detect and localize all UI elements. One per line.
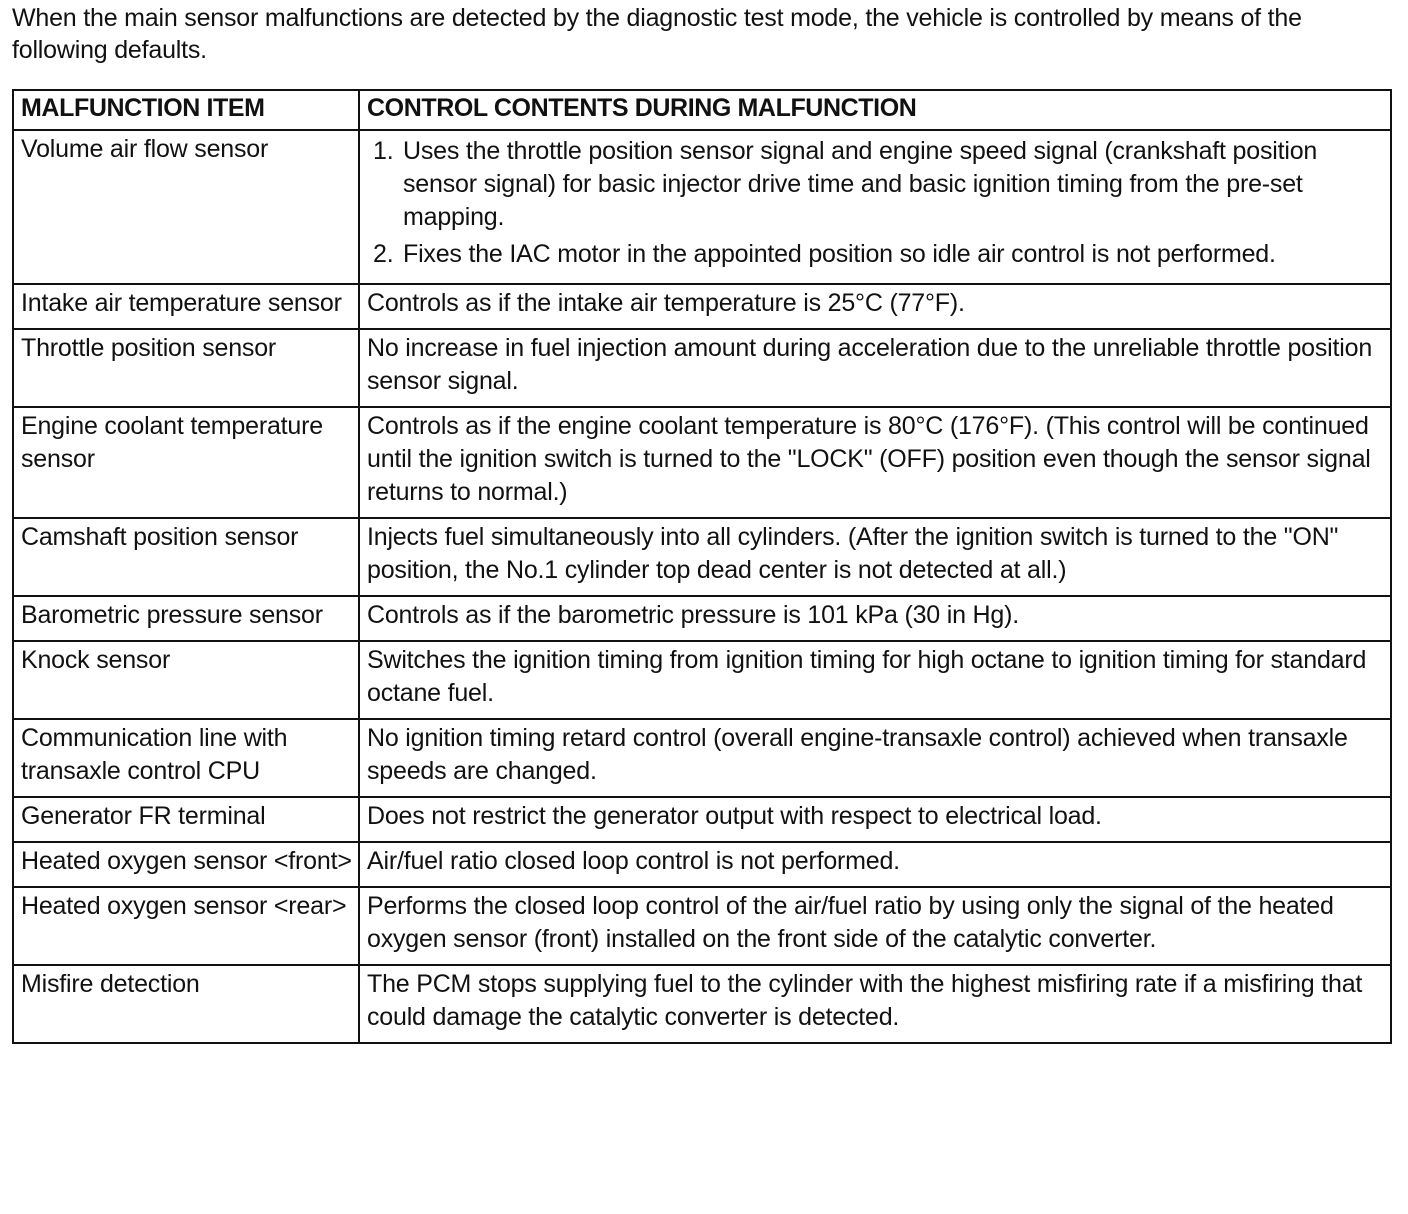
malfunction-item-cell: Generator FR terminal — [13, 797, 359, 842]
control-contents-cell: Controls as if the engine coolant temperature is 80°C (176°F). (This control will be continued until the ignition switch is turned to the "LOCK" (OFF) position even though the sensor signal returns to normal.) — [359, 407, 1391, 518]
control-contents-cell: Air/fuel ratio closed loop control is not performed. — [359, 842, 1391, 887]
table-row — [13, 284, 1391, 329]
intro-paragraph: When the main sensor malfunctions are detected by the diagnostic test mode, the vehicle is controlled by means of the following defaults. — [12, 4, 1302, 64]
table-row — [13, 407, 1391, 518]
table-row — [13, 641, 1391, 719]
malfunction-item-cell: Throttle position sensor — [13, 329, 359, 407]
control-contents-cell — [359, 130, 1391, 284]
control-contents-cell: No ignition timing retard control (overall engine-transaxle control) achieved when transaxle speeds are changed. — [359, 719, 1391, 797]
malfunction-item-cell: Misfire detection — [13, 965, 359, 1043]
control-contents-cell: Switches the ignition timing from ignition timing for high octane to ignition timing for standard octane fuel. — [359, 641, 1391, 719]
control-contents-cell: Controls as if the barometric pressure is 101 kPa (30 in Hg). — [359, 596, 1391, 641]
malfunction-item-cell: Communication line with transaxle control CPU — [13, 719, 359, 797]
control-contents-cell: The PCM stops supplying fuel to the cylinder with the highest misfiring rate if a misfiring that could damage the catalytic converter is detected. — [359, 965, 1391, 1043]
malfunction-item-cell: Heated oxygen sensor <front> — [13, 842, 359, 887]
table-row — [13, 518, 1391, 596]
table-row — [13, 887, 1391, 965]
table-header-row — [13, 90, 1391, 130]
list-item — [367, 135, 1384, 234]
table-row — [13, 329, 1391, 407]
control-contents-cell: No increase in fuel injection amount during acceleration due to the unreliable throttle position sensor signal. — [359, 329, 1391, 407]
malfunction-item-cell: Engine coolant temperature sensor — [13, 407, 359, 518]
control-steps-list — [367, 135, 1384, 271]
control-contents-cell: Controls as if the intake air temperature is 25°C (77°F). — [359, 284, 1391, 329]
malfunction-item-cell: Intake air temperature sensor — [13, 284, 359, 329]
malfunction-defaults-table — [12, 89, 1392, 1044]
table-row — [13, 842, 1391, 887]
header-malfunction-item: MALFUNCTION ITEM — [13, 90, 359, 130]
step-number: 1. — [373, 137, 394, 165]
malfunction-item-cell: Knock sensor — [13, 641, 359, 719]
table-row — [13, 797, 1391, 842]
table-row — [13, 130, 1391, 284]
malfunction-item-cell: Volume air flow sensor — [13, 130, 359, 284]
control-contents-cell: Does not restrict the generator output with respect to electrical load. — [359, 797, 1391, 842]
step-number: 2. — [373, 240, 394, 268]
control-contents-cell: Injects fuel simultaneously into all cylinders. (After the ignition switch is turned to the "ON" position, the No.1 cylinder top dead center is not detected at all.) — [359, 518, 1391, 596]
malfunction-item-cell: Heated oxygen sensor <rear> — [13, 887, 359, 965]
step-text: Uses the throttle position sensor signal and engine speed signal (crankshaft position sensor signal) for basic injector drive time and basic ignition timing from the pre-set mapping. — [403, 137, 1318, 231]
step-text: Fixes the IAC motor in the appointed position so idle air control is not performed. — [403, 240, 1276, 268]
header-control-contents: CONTROL CONTENTS DURING MALFUNCTION — [359, 90, 1391, 130]
table-row — [13, 719, 1391, 797]
table-row — [13, 596, 1391, 641]
malfunction-item-cell: Camshaft position sensor — [13, 518, 359, 596]
table-row — [13, 965, 1391, 1043]
malfunction-item-cell: Barometric pressure sensor — [13, 596, 359, 641]
list-item — [367, 238, 1384, 271]
control-contents-cell: Performs the closed loop control of the air/fuel ratio by using only the signal of the heated oxygen sensor (front) installed on the front side of the catalytic converter. — [359, 887, 1391, 965]
